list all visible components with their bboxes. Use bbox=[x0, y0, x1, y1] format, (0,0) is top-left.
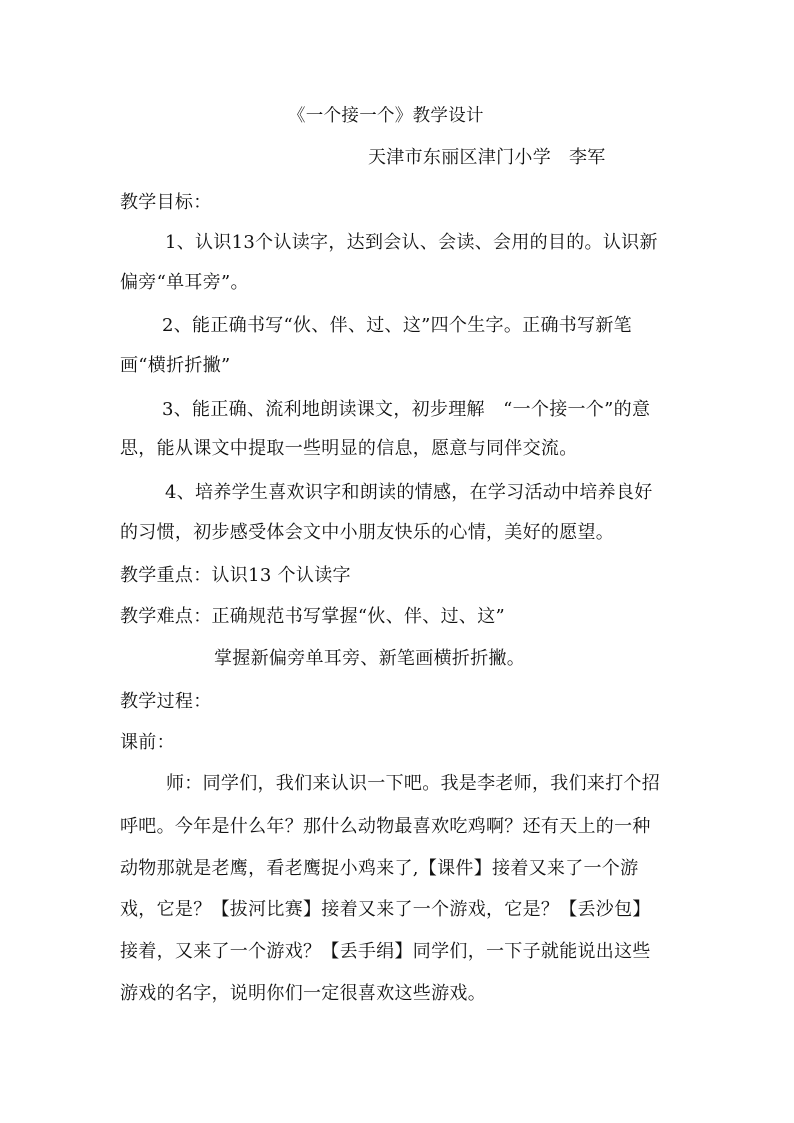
difficult-point-2: 掌握新偏旁单耳旁、新笔画横折折撇。 bbox=[214, 648, 526, 669]
difficult-point: 教学难点：正确规范书写掌握“伙、伴、过、这” bbox=[120, 606, 506, 627]
goal-2-line-1: 2、能正确书写“伙、伴、过、这”四个生字。正确书写新笔 bbox=[162, 315, 632, 336]
document-title: 《一个接一个》教学设计 bbox=[288, 106, 484, 126]
goal-3-line-2: 思，能从课文中提取一些明显的信息，愿意与同伴交流。 bbox=[120, 438, 578, 459]
pre-class-line-3: 动物那就是老鹰，看老鹰捉小鸡来了,【课件】接着又来了一个游 bbox=[120, 858, 639, 879]
pre-class-line-4: 戏，它是？【拔河比赛】接着又来了一个游戏，它是？【丢沙包】 bbox=[120, 899, 651, 920]
author-line bbox=[368, 146, 606, 170]
goal-4-line-1: 4、培养学生喜欢识字和朗读的情感，在学习活动中培养良好 bbox=[165, 482, 653, 503]
pre-class-line-6: 游戏的名字，说明你们一定很喜欢这些游戏。 bbox=[120, 983, 486, 1004]
goal-1-line-1: 1、认识13个认读字，达到会认、会读、会用的目的。认识新 bbox=[165, 232, 658, 253]
teacher-name: 李军 bbox=[569, 147, 606, 168]
school-name: 天津市东丽区津门小学 bbox=[368, 147, 551, 168]
pre-class-line-2: 呼吧。今年是什么年？那什么动物最喜欢吃鸡啊？还有天上的一种 bbox=[120, 816, 651, 837]
pre-class-line-5: 接着，又来了一个游戏？【丢手绢】同学们，一下子就能说出这些 bbox=[120, 941, 651, 962]
goals-heading: 教学目标： bbox=[120, 192, 212, 213]
key-point: 教学重点：认识13 个认读字 bbox=[120, 565, 351, 586]
goal-4-line-2: 的习惯，初步感受体会文中小朋友快乐的心情，美好的愿望。 bbox=[120, 522, 615, 543]
pre-class-heading: 课前： bbox=[120, 732, 175, 753]
goal-1-line-2: 偏旁“单耳旁”。 bbox=[120, 272, 249, 293]
goal-3-line-1: 3、能正确、流利地朗读课文，初步理解 “一个接一个”的意 bbox=[162, 399, 651, 420]
process-heading: 教学过程： bbox=[120, 691, 212, 712]
pre-class-line-1: 师：同学们，我们来认识一下吧。我是李老师，我们来打个招 bbox=[166, 773, 661, 794]
goal-2-line-2: 画“横折折撇” bbox=[120, 355, 231, 376]
